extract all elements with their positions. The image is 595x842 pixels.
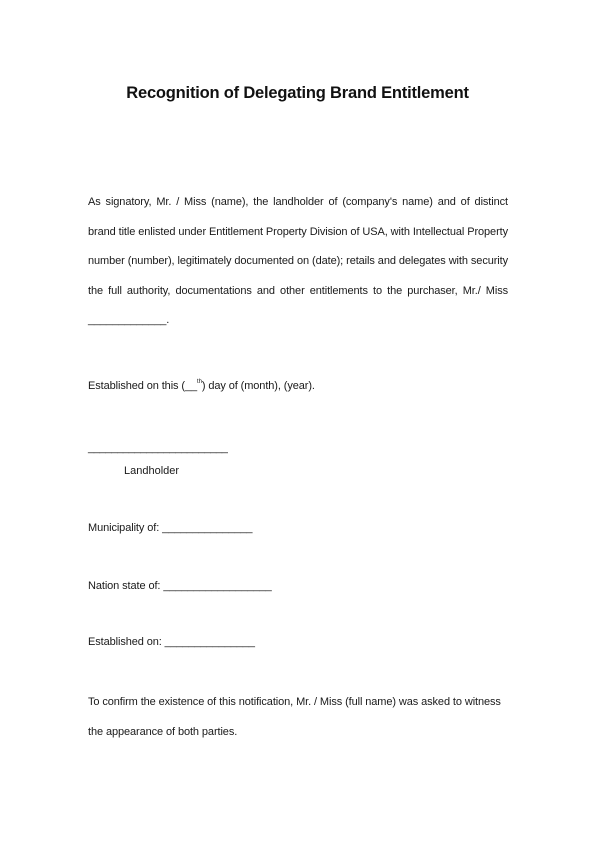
established-on-field: Established on: _______________: [88, 636, 255, 648]
established-date-line: [88, 380, 315, 392]
confirmation-paragraph: To confirm the existence of this notification, Mr. / Miss (full name) was asked to witness the appearance of both parties.: [88, 696, 501, 738]
established-superscript: th: [197, 379, 202, 385]
established-text-after: ) day of (month), (year).: [201, 380, 315, 392]
nation-state-field: Nation state of: __________________: [88, 580, 272, 592]
established-text-before: Established on this (__: [88, 380, 197, 392]
document-title: Recognition of Delegating Brand Entitlement: [126, 84, 469, 102]
signature-line: ________________________: [88, 442, 228, 454]
signature-label: Landholder: [124, 465, 180, 477]
delegation-paragraph: As signatory, Mr. / Miss (name), the landholder of (company's name) and of distinct brand title enlisted under Entitlement Property Division of USA, with Intellectual Property number (number), legitimately documented on (date); retails and delegates with security the full authority, documentations and other entitlements to the purchaser, Mr./ Miss _____________.: [88, 196, 508, 327]
municipality-field: Municipality of: _______________: [88, 522, 253, 534]
